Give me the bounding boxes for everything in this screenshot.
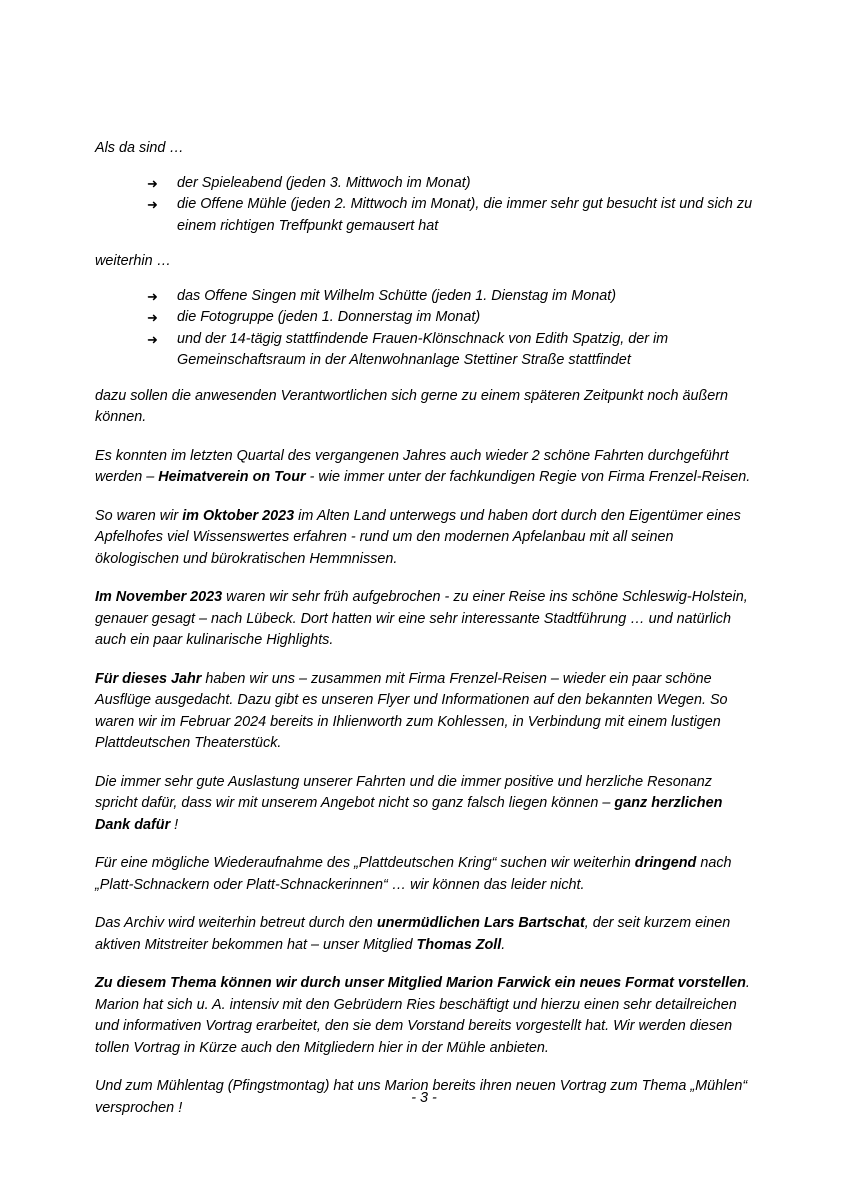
text-run: haben wir uns – zusammen mit Firma Frenzel-Reisen – wieder ein paar schöne Ausflüge ausgedacht. Dazu gibt es unseren Flyer und Informationen auf den bekannten Wegen. So waren wir im Februar 2024 bereits in Ihlienworth zum Kohlessen, in Verbindung mit einem lustigen Plattdeutschen Theaterstück. <box>95 670 728 751</box>
paragraph-muehlentag: Und zum Mühlentag (Pfingstmontag) hat uns Marion bereits ihren neuen Vortrag zum Thema „Mühlen“ versprochen ! <box>95 1078 748 1116</box>
activities-list-1 <box>95 173 758 238</box>
paragraph-marion-farwick <box>95 973 758 1059</box>
list-item <box>95 329 758 372</box>
arrow-icon: ➜ <box>147 175 158 191</box>
text-run: im Alten Land unterwegs und haben dort durch den Eigentümer eines Apfelhofes viel Wissenswertes erfahren - rund um den modernen Apfelanbau mit all seinen ökologischen und bürokratischen Hemmnissen. <box>95 507 741 567</box>
text-run-bold: Zu diesem Thema können wir durch unser Mitglied Marion Farwick ein neues Format vorstellen <box>95 975 746 991</box>
list-item-label: das Offene Singen mit Wilhelm Schütte (jeden 1. Dienstag im Monat) <box>177 287 616 304</box>
text-run-bold: Für dieses Jahr <box>95 670 202 687</box>
paragraph-plattdeutscher-kring <box>95 853 758 896</box>
paragraph-auslastung <box>95 772 758 837</box>
paragraph-november <box>95 587 758 652</box>
text-run: Für eine mögliche Wiederaufnahme des „Plattdeutschen Kring“ suchen wir weiterhin <box>95 855 635 871</box>
list-item <box>95 307 758 329</box>
arrow-icon: ➜ <box>147 310 158 325</box>
text-run: Das Archiv wird weiterhin betreut durch den <box>95 915 377 931</box>
paragraph-dazu: dazu sollen die anwesenden Verantwortlichen sich gerne zu einem späteren Zeitpunkt noch äußern können. <box>95 387 729 425</box>
text-run: nach „Platt-Schnackern oder Platt-Schnackerinnen“ … wir können das leider nicht. <box>95 855 732 893</box>
text-run: waren wir sehr früh aufgebrochen - zu einer Reise ins schöne Schleswig-Holstein, genauer gesagt – nach Lübeck. Dort hatten wir eine sehr interessante Stadtführung … und natürlich auch ein paar kulinarische Highlights. <box>95 589 748 648</box>
activities-list-2 <box>95 286 758 372</box>
list-item <box>95 173 758 195</box>
list-item-label: die Fotogruppe (jeden 1. Donnerstag im Monat) <box>177 309 481 325</box>
text-run: ! <box>170 816 179 833</box>
list-item-label: der Spieleabend (jeden 3. Mittwoch im Monat) <box>177 174 471 191</box>
list-item-label: die Offene Mühle (jeden 2. Mittwoch im Monat), die immer sehr gut besucht ist und sich zu einem richtigen Treffpunkt gemausert hat <box>177 196 753 234</box>
weiterhin-paragraph: weiterhin … <box>95 253 171 269</box>
paragraph-oktober <box>95 506 758 571</box>
arrow-icon: ➜ <box>147 331 158 347</box>
text-run-bold: im Oktober 2023 <box>182 507 295 524</box>
arrow-icon: ➜ <box>147 197 158 212</box>
paragraph-fahrten <box>95 446 758 489</box>
text-run-bold: Im November 2023 <box>95 589 223 605</box>
intro-paragraph: Als da sind … <box>95 140 184 156</box>
text-run-bold: dringend <box>634 855 697 871</box>
paragraph-dieses-jahr <box>95 669 758 755</box>
text-run: So waren wir <box>95 507 183 524</box>
list-item <box>95 194 758 237</box>
page-number: - 3 - <box>411 1090 437 1106</box>
text-run: - wie immer unter der fachkundigen Regie von Firma Frenzel-Reisen. <box>305 469 751 485</box>
paragraph-archiv <box>95 913 758 956</box>
text-run-bold: Thomas Zoll <box>416 936 502 953</box>
text-run-bold: unermüdlichen Lars Bartschat <box>376 915 585 931</box>
text-run: Es konnten im letzten Quartal des vergangenen Jahres auch wieder 2 schöne Fahrten durchgeführt werden – <box>95 447 729 485</box>
list-item <box>95 286 758 308</box>
arrow-icon: ➜ <box>147 288 158 304</box>
text-run: , der seit kurzem einen aktiven Mitstreiter bekommen hat – unser Mitglied <box>95 915 731 953</box>
list-item-label: und der 14-tägig stattfindende Frauen-Klönschnack von Edith Spatzig, der im Gemeinschaftsraum in der Altenwohnanlage Stettiner Straße stattfindet <box>177 330 669 368</box>
text-run-bold: Heimatverein on Tour <box>158 469 306 485</box>
text-run: . Marion hat sich u. A. intensiv mit den Gebrüdern Ries beschäftigt und hierzu einen sehr detailreichen und informativen Vortrag erarbeitet, den sie dem Vorstand bereits vorgestellt hat. Wir werden diesen tollen Vortrag in Kürze auch den Mitgliedern hier in der Mühle anbieten. <box>95 975 750 1056</box>
text-run: Die immer sehr gute Auslastung unserer Fahrten und die immer positive und herzliche Resonanz spricht dafür, dass wir mit unserem Angebot nicht so ganz falsch liegen können – <box>95 773 712 811</box>
text-run-bold: ganz herzlichen Dank dafür <box>95 795 723 833</box>
text-run: . <box>501 936 506 953</box>
